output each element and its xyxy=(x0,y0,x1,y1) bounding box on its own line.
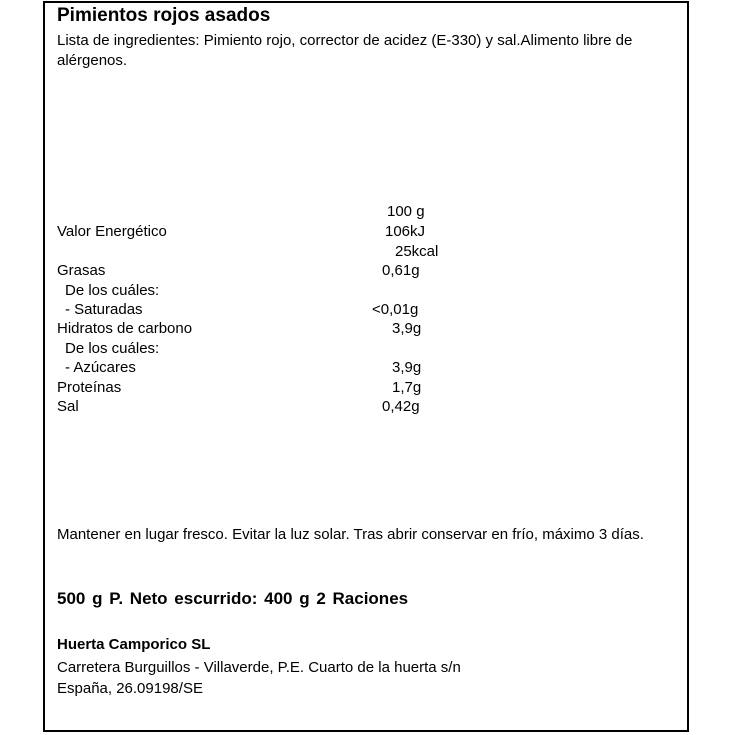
company-address: Carretera Burguillos - Villaverde, P.E. Cuarto de la huerta s/n xyxy=(57,659,461,676)
nutrition-value-energy-kcal: 25kcal xyxy=(395,243,439,260)
nutrition-value-energy-kj: 106kJ xyxy=(385,223,426,240)
nutrition-label-sugars: - Azúcares xyxy=(65,359,136,376)
nutrition-label-carbs: Hidratos de carbono xyxy=(57,320,193,337)
country-registration: España, 26.09198/SE xyxy=(57,680,203,697)
nutrition-label-fat: Grasas xyxy=(57,262,106,279)
nutrition-value-fat: 0,61g xyxy=(382,262,420,279)
nutrition-label-salt: Sal xyxy=(57,398,79,415)
nutrition-value-protein: 1,7g xyxy=(392,379,422,396)
nutrition-label-energy: Valor Energético xyxy=(57,223,167,240)
nutrition-value-salt: 0,42g xyxy=(382,398,420,415)
nutrition-value-carbs: 3,9g xyxy=(392,320,422,337)
storage-instructions: Mantener en lugar fresco. Evitar la luz solar. Tras abrir conservar en frío, máximo 3 días. xyxy=(57,526,644,543)
ingredients-list: Lista de ingredientes: Pimiento rojo, corrector de acidez (E-330) y sal.Alimento libre de alérgenos. xyxy=(57,32,633,69)
nutrition-label-protein: Proteínas xyxy=(57,379,122,396)
product-title: Pimientos rojos asados xyxy=(57,5,271,26)
nutrition-label-of-which: De los cuáles: xyxy=(65,340,160,357)
net-weight-line: 500 g P. Neto escurrido: 400 g 2 Raciones xyxy=(57,589,409,608)
nutrition-label-saturated: - Saturadas xyxy=(65,301,143,318)
nutrition-value-sugars: 3,9g xyxy=(392,359,422,376)
nutrition-value-saturated: <0,01g xyxy=(372,301,419,318)
product-label xyxy=(43,1,689,732)
company-name: Huerta Camporico SL xyxy=(57,636,211,653)
nutrition-label-of-which: De los cuáles: xyxy=(65,282,160,299)
nutrition-per-header: 100 g xyxy=(387,203,425,220)
